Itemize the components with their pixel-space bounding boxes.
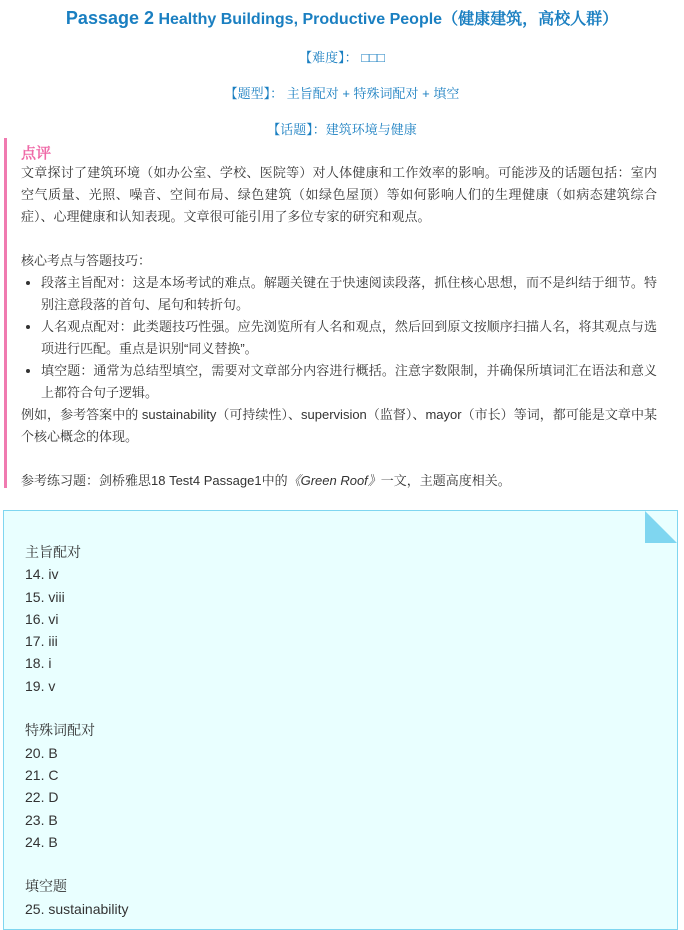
answer-box <box>3 510 678 930</box>
reference-prefix: 参考练习题：剑桥雅思18 Test4 Passage1中的 <box>21 473 288 488</box>
answer-item: 19. v <box>25 677 56 694</box>
answer-item: 20. B <box>25 744 58 761</box>
section-title-main-idea: 主旨配对 <box>25 544 81 560</box>
answer-item: 16. vi <box>25 610 59 627</box>
answer-item: 17. iii <box>25 633 58 650</box>
answer-item: 21. C <box>25 766 59 783</box>
comment-intro: 文章探讨了建筑环境（如办公室、学校、医院等）对人体健康和工作效率的影响。可能涉及的话题包括：室内空气质量、光照、噪音、空间布局、绿色建筑（如绿色屋顶）等如何影响人们的生理健康（如病态建筑综合症）、心理健康和认知表现。文章很可能引用了多位专家的研究和观点。 <box>21 165 657 224</box>
answer-item: 23. B <box>25 811 58 828</box>
answer-item: 15. viii <box>25 588 65 605</box>
reference-line <box>21 470 657 492</box>
passage-title <box>0 6 684 29</box>
difficulty-line: 【难度】： □□□ <box>299 50 385 65</box>
passage-title-text: Healthy Buildings, Productive People（健康建筑，高校人群） <box>158 11 619 28</box>
reference-title: 《Green Roof》 <box>287 473 381 488</box>
section-title-completion: 填空题 <box>25 878 67 895</box>
reference-suffix: 一文，主题高度相关。 <box>380 473 511 488</box>
answer-list <box>25 541 129 920</box>
answer-item: 24. B <box>25 833 58 850</box>
tip-item: • 人名观点配对：此类题技巧性强。应先浏览所有人名和观点，然后回到原文按顺序扫描人名，将其观点与选项进行匹配。重点是识别“同义替换”。 <box>41 316 657 360</box>
comment-section <box>4 138 667 488</box>
tip-item: • 段落主旨配对：这是本场考试的难点。解题关键在于快速阅读段落，抓住核心思想，而不是纠结于细节。特别注意段落的首句、尾句和转折句。 <box>41 272 657 316</box>
answer-item: 22. D <box>25 789 59 806</box>
answer-item: 25. sustainability <box>25 900 129 917</box>
folded-corner <box>645 511 677 543</box>
tip-item: • 填空题：通常为总结型填空，需要对文章部分内容进行概括。注意字数限制，并确保所填词汇在语法和意义上都符合句子逻辑。 <box>41 360 657 404</box>
question-types-line: 【题型】： 主旨配对 + 特殊词配对 + 填空 <box>224 86 460 101</box>
comment-body <box>21 162 657 492</box>
comment-heading: 点评 <box>21 145 52 162</box>
answer-item: 14. iv <box>25 566 59 583</box>
example-text: 例如，参考答案中的 sustainability（可持续性）、supervision（监督）、mayor（市长）等词，都可能是文章中某个核心概念的体现。 <box>21 407 657 444</box>
passage-label: Passage 2 <box>65 8 154 28</box>
tips-heading: 核心考点与答题技巧： <box>21 253 152 268</box>
tips-list <box>21 272 657 404</box>
answer-item: 18. i <box>25 655 52 672</box>
topic-line: 【话题】：建筑环境与健康 <box>267 122 417 137</box>
section-title-matching: 特殊词配对 <box>25 722 95 739</box>
